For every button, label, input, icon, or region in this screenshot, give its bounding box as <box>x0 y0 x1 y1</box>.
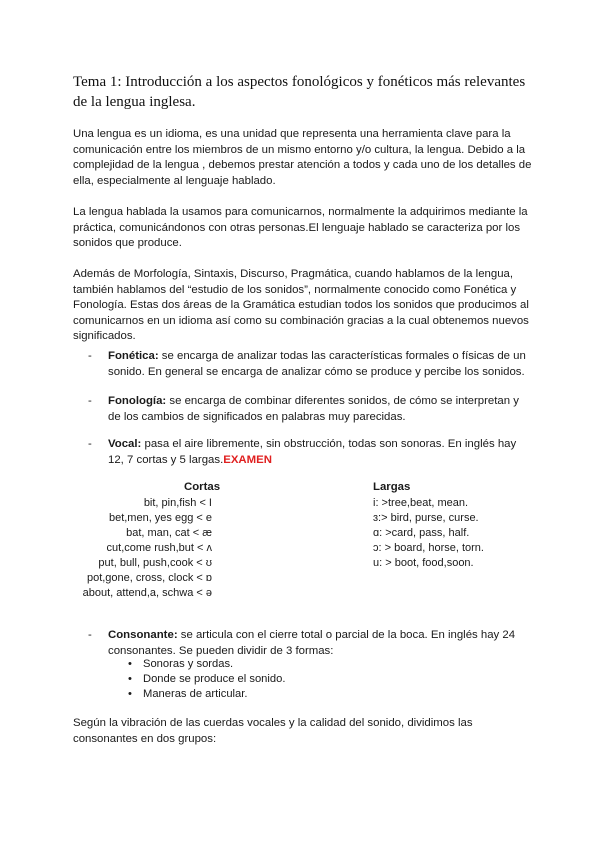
item-fonologia <box>88 394 528 425</box>
list-item <box>128 657 285 672</box>
exam-tag: EXAMEN <box>223 453 272 466</box>
short-vowel-row: bat, man, cat < æ <box>126 527 212 539</box>
short-vowel-row: bit, pin,fish < I <box>143 497 212 509</box>
dash-marker: - <box>88 395 92 407</box>
bullet-icon: • <box>128 688 132 700</box>
long-vowel-row: ɜ:> bird, purse, curse. <box>373 512 479 524</box>
term-consonante: Consonante: <box>108 629 178 641</box>
list-item-text: Sonoras y sordas. <box>143 658 234 670</box>
list-item-text: Maneras de articular. <box>143 688 248 700</box>
definition-consonante: se articula con el cierre total o parcial de la boca. En inglés hay 24 consonantes. Se pueden dividir de 3 formas: <box>108 629 516 657</box>
item-fonetica <box>88 349 528 380</box>
list-item-text: Donde se produce el sonido. <box>143 673 286 685</box>
paragraph-spoken-language: La lengua hablada la usamos para comunicarnos, normalmente la adquirimos mediante la práctica, comunicándonos con otras personas.El lenguaje hablado se caracteriza por los sonidos que produce. <box>73 206 528 249</box>
long-vowel-row: ɑ: >card, pass, half. <box>373 527 470 539</box>
long-vowel-row: u: > boot, food,soon. <box>373 557 474 569</box>
bullet-icon: • <box>128 658 132 670</box>
short-vowel-row: cut,come rush,but < ʌ <box>106 542 212 554</box>
paragraph-closing: Según la vibración de las cuerdas vocales y la calidad del sonido, dividimos las consonantes en dos grupos: <box>73 717 473 745</box>
item-vocal <box>88 437 528 468</box>
consonant-types-list <box>128 657 285 702</box>
short-vowel-row: about, attend,a, schwa < ə <box>82 587 212 599</box>
long-vowels-heading: Largas <box>373 481 411 493</box>
dash-marker: - <box>88 350 92 362</box>
short-vowels-heading: Cortas <box>184 481 221 493</box>
bullet-icon: • <box>128 673 132 685</box>
term-fonologia: Fonología: <box>108 395 167 407</box>
short-vowel-row: pot,gone, cross, clock < ɒ <box>86 572 212 584</box>
item-consonante <box>88 628 528 659</box>
long-vowel-row: ɔ: > board, horse, torn. <box>373 542 484 554</box>
short-vowel-row: put, bull, push,cook < ʊ <box>98 557 212 569</box>
definition-fonologia: se encarga de combinar diferentes sonidos, de cómo se interpretan y de los cambios de significados en palabras muy parecidas. <box>108 395 519 423</box>
dash-marker: - <box>88 438 92 450</box>
term-fonetica: Fonética: <box>108 350 159 362</box>
short-vowel-row: bet,men, yes egg < e <box>108 512 212 524</box>
list-item <box>128 672 285 687</box>
term-vocal: Vocal: <box>108 438 142 450</box>
paragraph-definition: Una lengua es un idioma, es una unidad que representa una herramienta clave para la comunicación entre los miembros de un mismo entorno y/o cultura, la lengua. Debido a la complejidad de la lengua , debemos prestar atención a todos y cada uno de los detalles de ella, especialmente al lenguaje hablado. <box>73 128 532 187</box>
paragraph-phonetics-phonology: Además de Morfología, Sintaxis, Discurso, Pragmática, cuando hablamos de la lengua, también hablamos del “estudio de los sonidos”, normalmente conocido como Fonética y Fonología. Estas dos áreas de la Gramática estudian todos los sonidos que producimos al comunicarnos en un idioma así como su combinación gracias a la cual obtenemos nuevos significados. <box>73 268 529 342</box>
definition-vocal: pasa el aire libremente, sin obstrucción, todas son sonoras. En inglés hay 12, 7 cortas y 5 largas. <box>108 438 517 466</box>
definition-fonetica: se encarga de analizar todas las características formales o físicas de un sonido. En general se encarga de analizar cómo se produce y percibe los sonidos. <box>108 350 526 378</box>
list-item <box>128 687 285 702</box>
page-title: Tema 1: Introducción a los aspectos fonológicos y fonéticos más relevantes de la lengua inglesa. <box>73 74 526 110</box>
dash-marker: - <box>88 629 92 641</box>
long-vowel-row: i: >tree,beat, mean. <box>373 497 469 509</box>
